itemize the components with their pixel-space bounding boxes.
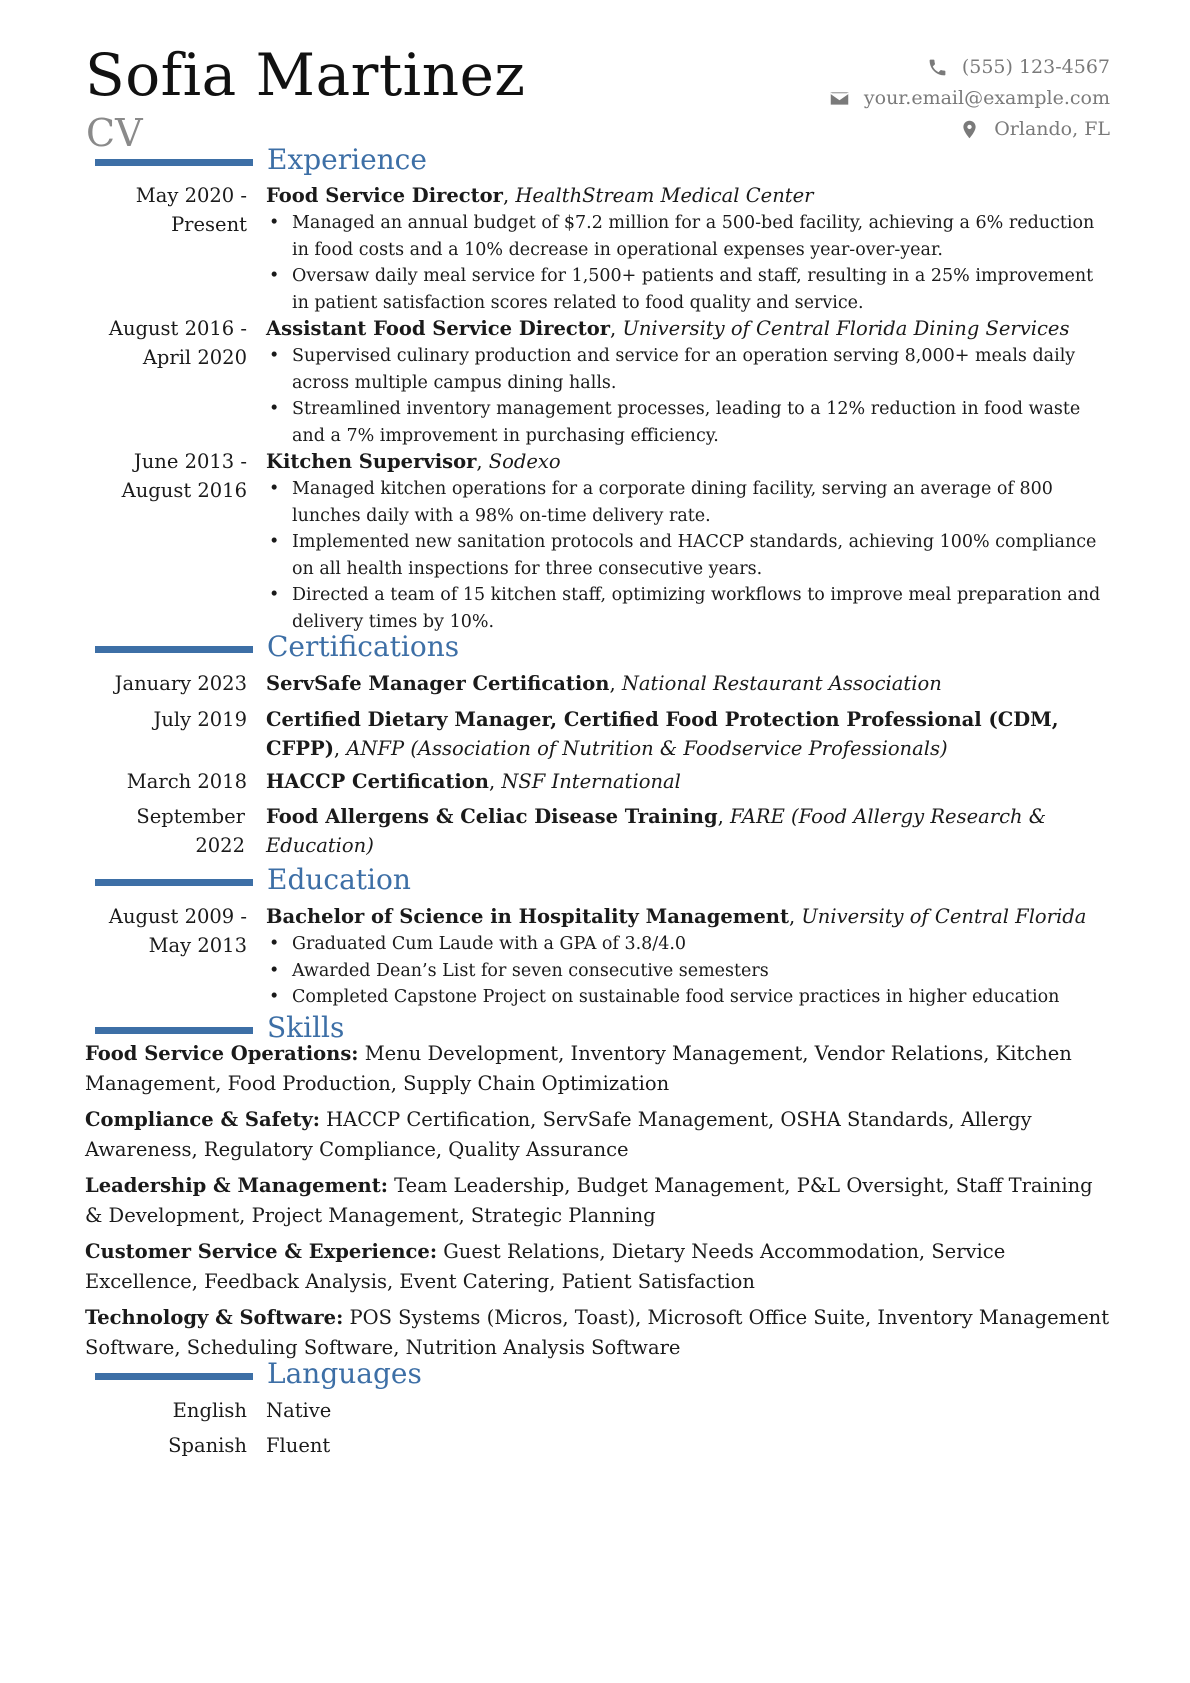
organization: University of Central Florida Dining Services (622, 317, 1070, 340)
list-item: • Awarded Dean’s List for seven consecutive semesters (266, 958, 1102, 985)
organization: ANFP (Association of Nutrition & Foodservice Professionals) (346, 737, 948, 760)
entry-date: July 2019 (153, 708, 247, 731)
list-item: • Managed an annual budget of $7.2 million for a 500-bed facility, achieving a 6% reduction in food costs and a 10% decrease in operational expenses year-over-year. (266, 210, 1102, 263)
job-title: Kitchen Supervisor (266, 450, 477, 473)
organization: National Restaurant Association (621, 672, 942, 695)
cert-title: Certified Dietary Manager, Certified Food Protection Professional (CDM, CFPP) (266, 708, 1059, 760)
skill-items: Menu Development, Inventory Management, Vendor Relations, Kitchen Management, Food Production, Supply Chain Optimization (85, 1042, 1072, 1095)
date-end: April 2020 (142, 346, 247, 369)
cert-title: HACCP Certification (266, 770, 489, 793)
date-end: August 2016 (121, 479, 247, 502)
language-level: Native (266, 1399, 332, 1422)
organization: NSF International (501, 770, 681, 793)
email-text: your.email@example.com (863, 87, 1110, 109)
degree-title: Bachelor of Science in Hospitality Management (266, 905, 789, 928)
entry-body: HACCP Certification, NSF International (266, 770, 681, 793)
organization: FARE (Food Allergy Research & Education) (266, 805, 1047, 857)
date-start: June 2013 - (133, 450, 247, 473)
entry-body: Food Service Director, HealthStream Medical Center • Managed an annual budget of $7.2 million for a 500-bed facility, achieving a 6% reduction in food costs and a 10% decrease in operational expenses year-over-year. • Oversaw daily meal service for 1,500+ patients and staff, resulting in a 25% improvement in patient satisfaction scores related to food quality and service. (266, 181, 1102, 316)
entry-date: September 2022 (136, 805, 245, 857)
envelope-icon (829, 88, 850, 109)
entry-date (85, 181, 247, 239)
list-item: • Implemented new sanitation protocols and HACCP standards, achieving 100% compliance on all health inspections for three consecutive years. (266, 529, 1102, 582)
section-title: Education (267, 863, 411, 896)
date-start: August 2016 - (108, 317, 247, 340)
entry-body: Bachelor of Science in Hospitality Management, University of Central Florida • Graduated Cum Laude with a GPA of 3.8/4.0 • Awarded Dean’s List for seven consecutive semesters • Completed Capstone Project on sustainable food service practices in higher education (266, 902, 1102, 1011)
language-name: Spanish (168, 1434, 247, 1457)
list-item: • Completed Capstone Project on sustainable food service practices in higher education (266, 984, 1102, 1011)
skill-items: Team Leadership, Budget Management, P&L Oversight, Staff Training & Development, Project Management, Strategic Planning (85, 1174, 1093, 1227)
entry-body: ServSafe Manager Certification, National Restaurant Association (266, 672, 942, 695)
skill-label: Leadership & Management: (85, 1174, 388, 1197)
skill-label: Technology & Software: (85, 1306, 344, 1329)
language-name: English (172, 1399, 247, 1422)
section-bar (95, 1027, 253, 1034)
skill-items: POS Systems (Micros, Toast), Microsoft Office Suite, Inventory Management Software, Scheduling Software, Nutrition Analysis Software (85, 1306, 1110, 1359)
job-title: Assistant Food Service Director (266, 317, 611, 340)
skill-group (85, 1171, 1115, 1230)
date-end: Present (171, 213, 247, 236)
skill-label: Customer Service & Experience: (85, 1240, 438, 1263)
section-title: Experience (267, 143, 427, 176)
date-end: May 2013 (148, 934, 247, 957)
section-title: Certifications (267, 630, 460, 663)
list-item: • Graduated Cum Laude with a GPA of 3.8/4.0 (266, 931, 1102, 958)
entry-body: Certified Dietary Manager, Certified Food Protection Professional (CDM, CFPP), ANFP (Association of Nutrition & Foodservice Professionals) (266, 708, 1059, 760)
section-languages (95, 1354, 1115, 1394)
section-certifications (95, 627, 1115, 667)
phone-icon (927, 57, 948, 78)
entry-date: January 2023 (114, 672, 247, 695)
bullet-list (266, 210, 1102, 316)
entry-body: Food Allergens & Celiac Disease Training, FARE (Food Allergy Research & Education) (266, 805, 1047, 857)
contact-phone[interactable] (829, 52, 1110, 83)
skill-group (85, 1237, 1115, 1296)
skill-label: Compliance & Safety: (85, 1108, 320, 1131)
date-start: May 2020 - (135, 184, 247, 207)
bullet-list (266, 343, 1102, 449)
list-item: • Directed a team of 15 kitchen staff, optimizing workflows to improve meal preparation and delivery times by 10%. (266, 582, 1102, 635)
entry-date (85, 447, 247, 505)
bullet-list (266, 476, 1102, 635)
entry-date (85, 314, 247, 372)
list-item: • Streamlined inventory management processes, leading to a 12% reduction in food waste and a 7% improvement in purchasing efficiency. (266, 396, 1102, 449)
date-start: August 2009 - (108, 905, 247, 928)
section-bar (95, 1373, 253, 1380)
organization: University of Central Florida (801, 905, 1087, 928)
bullet-list (266, 931, 1102, 1011)
section-title: Languages (267, 1357, 422, 1390)
list-item: • Managed kitchen operations for a corporate dining facility, serving an average of 800 lunches daily with a 98% on-time delivery rate. (266, 476, 1102, 529)
map-pin-icon (959, 119, 980, 140)
skill-items: HACCP Certification, ServSafe Management, OSHA Standards, Allergy Awareness, Regulatory Compliance, Quality Assurance (85, 1108, 1032, 1161)
skill-group (85, 1105, 1115, 1164)
location-text: Orlando, FL (994, 118, 1110, 140)
section-education (95, 860, 1115, 900)
cert-title: Food Allergens & Celiac Disease Training (266, 805, 718, 828)
section-experience (95, 140, 1115, 180)
contact-email[interactable] (829, 83, 1110, 114)
cert-title: ServSafe Manager Certification (266, 672, 610, 695)
section-title: Skills (267, 1011, 345, 1044)
skill-items: Guest Relations, Dietary Needs Accommodation, Service Excellence, Feedback Analysis, Event Catering, Patient Satisfaction (85, 1240, 1006, 1293)
entry-body: Assistant Food Service Director, University of Central Florida Dining Services • Supervised culinary production and service for an operation serving 8,000+ meals daily across multiple campus dining halls. • Streamlined inventory management processes, leading to a 12% reduction in food waste and a 7% improvement in purchasing efficiency. (266, 314, 1102, 449)
phone-text: (555) 123-4567 (961, 56, 1110, 78)
organization: Sodexo (488, 450, 561, 473)
entry-date (85, 902, 247, 960)
entry-body: Kitchen Supervisor, Sodexo • Managed kitchen operations for a corporate dining facility, serving an average of 800 lunches daily with a 98% on-time delivery rate. • Implemented new sanitation protocols and HACCP standards, achieving 100% compliance on all health inspections for three consecutive years. • Directed a team of 15 kitchen staff, optimizing workflows to improve meal preparation and delivery times by 10%. (266, 447, 1102, 635)
job-title: Food Service Director (266, 184, 503, 207)
section-bar (95, 159, 253, 166)
organization: HealthStream Medical Center (515, 184, 814, 207)
section-bar (95, 646, 253, 653)
person-name: Sofia Martinez (85, 41, 526, 109)
list-item: • Supervised culinary production and service for an operation serving 8,000+ meals daily across multiple campus dining halls. (266, 343, 1102, 396)
section-bar (95, 879, 253, 886)
list-item: • Oversaw daily meal service for 1,500+ patients and staff, resulting in a 25% improvement in patient satisfaction scores related to food quality and service. (266, 263, 1102, 316)
skill-label: Food Service Operations: (85, 1042, 359, 1065)
document-subtitle: CV (86, 111, 143, 155)
contact-info (829, 52, 1110, 145)
entry-date: March 2018 (126, 770, 247, 793)
skill-group (85, 1039, 1115, 1098)
language-level: Fluent (266, 1434, 331, 1457)
